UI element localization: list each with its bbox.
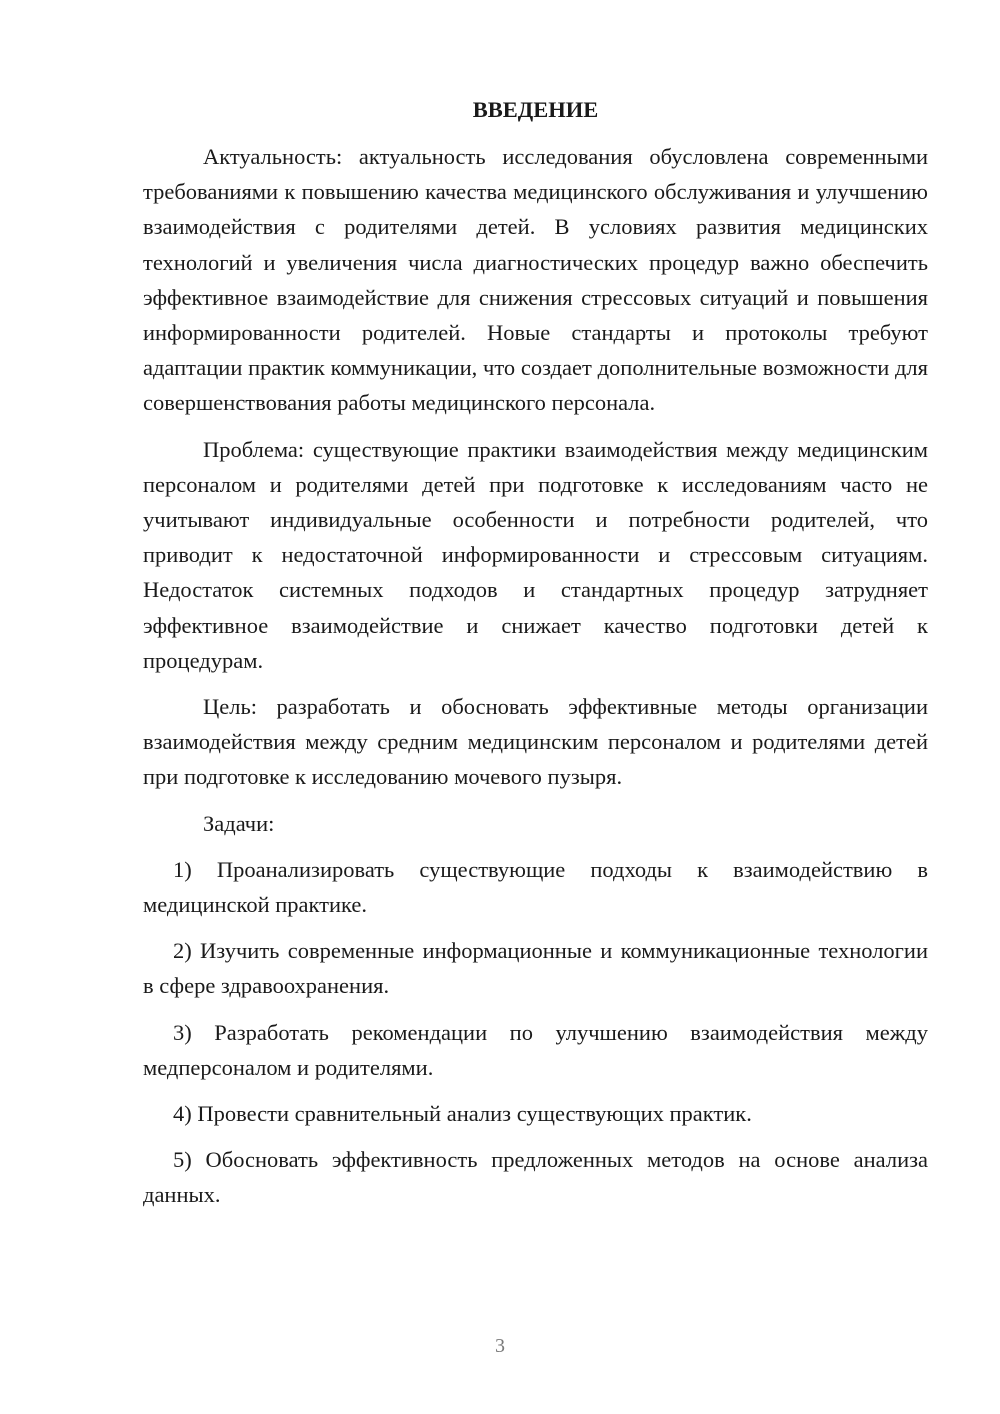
paragraph-tasks-heading: Задачи: (203, 810, 275, 836)
paragraph-problem: Проблема: существующие практики взаимодействия между медицинским персоналом и родителями детей при подготовке к исследованиям часто не учитывают индивидуальные особенности и потребности родителей, что приводит к недостаточной информированности и стрессовым ситуациям. Недостаток системных подходов и стандартных процедур затрудняет эффективное взаимодействие и снижает качество подготовки детей к процедурам. (143, 436, 928, 673)
task-item-2: 2) Изучить современные информационные и коммуникационные технологии в сфере здравоохранения. (143, 938, 928, 999)
task-item-5: 5) Обосновать эффективность предложенных методов на основе анализа данных. (143, 1147, 928, 1208)
paragraph-relevance: Актуальность: актуальность исследования обусловлена современными требованиями к повышению качества медицинского обслуживания и улучшению взаимодействия с родителями детей. В условиях развития медицинских технологий и увеличения числа диагностических процедур важно обеспечить эффективное взаимодействие для снижения стрессовых ситуаций и повышения информированности родителей. Новые стандарты и протоколы требуют адаптации практик коммуникации, что создает дополнительные возможности для совершенствования работы медицинского персонала. (143, 144, 928, 416)
task-item-1: 1) Проанализировать существующие подходы к взаимодействию в медицинской практике. (143, 856, 928, 918)
document-body (143, 92, 928, 1213)
task-item-3: 3) Разработать рекомендации по улучшению взаимодействия между медперсоналом и родителями. (143, 1019, 928, 1080)
page-number: 3 (495, 1335, 505, 1357)
task-item-4: 4) Провести сравнительный анализ существующих практик. (173, 1101, 752, 1127)
section-title: ВВЕДЕНИЕ (472, 97, 599, 122)
paragraph-goal: Цель: разработать и обосновать эффективные методы организации взаимодействия между средним медицинским персоналом и родителями детей при подготовке к исследованию мочевого пузыря. (143, 694, 928, 790)
